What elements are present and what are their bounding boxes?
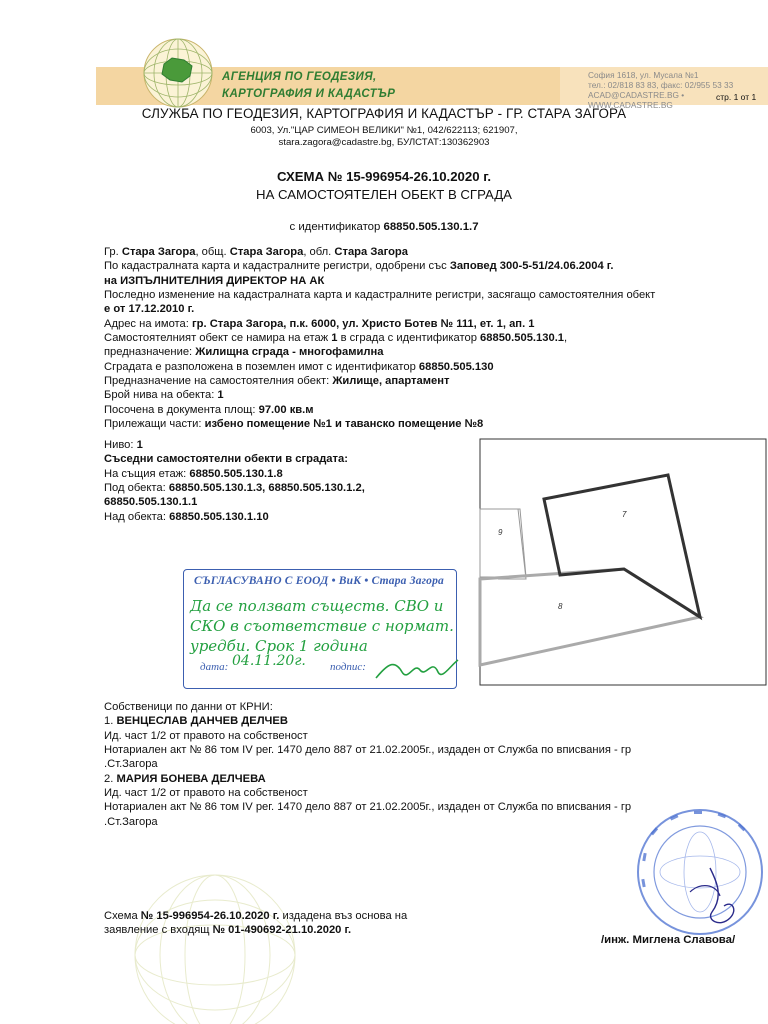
- service-name: СЛУЖБА ПО ГЕОДЕЗИЯ, КАРТОГРАФИЯ И КАДАСТЪР - ГР. СТАРА ЗАГОРА: [141, 106, 627, 121]
- room-9-label: 9: [498, 528, 503, 537]
- handwritten-signature-icon: [372, 648, 462, 688]
- identifier-label: с идентификатор: [289, 221, 381, 233]
- agency-contact: [588, 70, 768, 110]
- neighbors-heading-text: Съседни самостоятелни обекти в сградата:: [104, 453, 348, 466]
- level-label: Ниво:: [104, 439, 134, 451]
- page-number: стр. 1 от 1: [716, 92, 757, 102]
- contact-web: ACAD@CADASTRE.BG • WWW.CADASTRE.BG: [588, 90, 685, 110]
- identifier-value: 68850.505.130.1.7: [383, 221, 479, 233]
- contact-phone: тел.: 02/818 83 83, факс: 02/955 53 33: [588, 80, 734, 90]
- footer-request-number: № 01-490692-21.10.2020 г.: [212, 924, 352, 937]
- approval-line: [104, 259, 764, 273]
- same-floor-line: [104, 467, 484, 481]
- official-seal-icon: [620, 800, 768, 950]
- city-label: Гр.: [104, 246, 119, 258]
- floor-value: 1: [331, 331, 338, 344]
- footer-block: [104, 909, 524, 938]
- address-label: Адрес на имота:: [104, 317, 189, 330]
- neighbors-block: [104, 438, 484, 524]
- neighbors-heading: [104, 452, 484, 466]
- floor-plan: [478, 437, 768, 687]
- municipality-value: Стара Загора: [229, 246, 304, 258]
- owner-1-share: Ид. част 1/2 от правото на собственост: [104, 729, 308, 742]
- last-change-line: Последно изменение на кадастралната карта и кадастралните регистри, засягащо самостоятелния обект: [104, 288, 656, 301]
- address-line: [104, 317, 764, 331]
- location-line: [104, 245, 764, 259]
- owner-2-share: Ид. част 1/2 от правото на собственост: [104, 786, 308, 799]
- director-line: [104, 274, 764, 288]
- object-purpose-value: Жилище, апартамент: [332, 374, 450, 387]
- owner-2-deed-line2: .Ст.Загора: [104, 815, 158, 828]
- owner-2-number: 2.: [104, 772, 114, 785]
- handwritten-note-line3: уредби. Срок 1 година: [190, 637, 368, 655]
- parcel-line: [104, 360, 764, 374]
- owner-2-name: МАРИЯ БОНЕВА ДЕЛЧЕВА: [116, 772, 266, 785]
- below-line: [104, 481, 484, 495]
- levels-label: Брой нива на обекта:: [104, 389, 215, 402]
- engineer-name: /инж. Миглена Славова/: [601, 934, 736, 946]
- room-7-label: 7: [622, 510, 627, 519]
- above-value: 68850.505.130.1.10: [169, 510, 269, 523]
- watermark-globe-icon: [120, 860, 310, 1024]
- owner-2-name-line: [104, 772, 744, 786]
- handwritten-note-line2: СКО в съответствие с нормат.: [190, 617, 454, 635]
- property-info: [104, 245, 764, 431]
- plan-frame: [480, 439, 766, 685]
- agency-logo-icon: [138, 36, 218, 110]
- parcel-id: 68850.505.130: [418, 360, 494, 373]
- document-title: СХЕМА № 15-996954-26.10.2020 г.: [276, 169, 492, 184]
- agency-name: [222, 69, 395, 103]
- below-value-2: 68850.505.130.1.1: [104, 496, 198, 509]
- identifier-line: [0, 220, 768, 235]
- handwritten-note-line1: Да се ползват съществ. СВО и: [190, 597, 444, 615]
- last-change-date-line: [104, 302, 764, 316]
- purpose-label: предназначение:: [104, 346, 193, 359]
- object-purpose-label: Предназначение на самостоятелния обект:: [104, 374, 330, 387]
- footer-request-label: заявление с входящ: [104, 924, 210, 937]
- city-value: Стара Загора: [121, 246, 196, 258]
- footer-line1: [104, 909, 524, 923]
- owner-1-deed-line2: .Ст.Загора: [104, 758, 158, 771]
- document-subtitle: НА САМОСТОЯТЕЛЕН ОБЕКТ В СГРАДА: [256, 187, 512, 202]
- same-floor-label: На същия етаж:: [104, 467, 187, 480]
- owner-1-deed-line1: Нотариален акт № 86 том IV рег. 1470 дело 887 от 21.02.2005г., издаден от Служба по вписвания - гр: [104, 743, 632, 756]
- approval-label: По кадастралната карта и кадастралните регистри, одобрени със: [104, 260, 447, 273]
- levels-value: 1: [217, 389, 224, 402]
- building-id: 68850.505.130.1: [480, 331, 565, 344]
- purpose-line: [104, 345, 764, 359]
- owner-1-name: ВЕНЦЕСЛАВ ДАНЧЕВ ДЕЛЧЕВ: [116, 715, 288, 728]
- floor-line: Самостоятелният обект се намира на етаж 1 в сграда с идентификатор 68850.505.130.1,: [104, 331, 568, 344]
- owner-1-number: 1.: [104, 715, 114, 728]
- adjacent-line: [104, 417, 764, 431]
- contact-address: София 1618, ул. Мусала №1: [588, 70, 699, 80]
- below-value-1: 68850.505.130.1.3, 68850.505.130.1.2,: [168, 481, 365, 494]
- below-label: Под обекта:: [104, 481, 166, 494]
- level-value: 1: [136, 439, 143, 451]
- area-line: [104, 403, 764, 417]
- footer-scheme-label: Схема: [104, 910, 138, 922]
- service-address-line1: 6003, Ул."ЦАР СИМЕОН ВЕЛИКИ" №1, 042/622113; 621907,: [250, 125, 518, 136]
- region-value: Стара Загора: [334, 246, 408, 258]
- municipality-label: , общ.: [195, 246, 227, 258]
- last-change-date: е от 17.12.2010 г.: [104, 303, 195, 316]
- order-value: Заповед 300-5-51/24.06.2004 г.: [449, 260, 614, 273]
- stamp-sign-label: подпис:: [330, 661, 366, 673]
- adjacent-label: Прилежащи части:: [104, 417, 202, 430]
- area-label: Посочена в документа площ:: [104, 403, 256, 416]
- region-label: , обл.: [303, 246, 332, 258]
- room-8-label: 8: [558, 602, 563, 611]
- above-label: Над обекта:: [104, 510, 167, 523]
- below-line-2: [104, 495, 484, 509]
- service-address-line2: stara.zagora@cadastre.bg, БУЛСТАТ:130362903: [278, 137, 490, 148]
- address-value: гр. Стара Загора, п.к. 6000, ул. Христо Ботев № 111, ет. 1, ап. 1: [192, 317, 535, 330]
- levels-line: [104, 388, 764, 402]
- director-value: на ИЗПЪЛНИТЕЛНИЯ ДИРЕКТОР НА АК: [104, 274, 325, 287]
- area-value: 97.00 кв.м: [258, 403, 314, 416]
- same-floor-value: 68850.505.130.1.8: [189, 467, 283, 480]
- owners-heading: Собственици по данни от КРНИ:: [104, 701, 273, 713]
- stamp-date: 04.11.20г.: [232, 653, 306, 669]
- agency-name-line2: КАРТОГРАФИЯ И КАДАСТЪР: [222, 88, 396, 100]
- floor-label: Самостоятелният обект се намира на етаж: [104, 331, 329, 344]
- level-line: [104, 438, 484, 452]
- agency-name-line1: АГЕНЦИЯ ПО ГЕОДЕЗИЯ,: [222, 71, 377, 83]
- parcel-label: Сградата е разположена в поземлен имот с идентификатор: [104, 360, 416, 373]
- footer-line2: [104, 923, 524, 937]
- owner-2-deed-line1: Нотариален акт № 86 том IV рег. 1470 дело 887 от 21.02.2005г., издаден от Служба по вписвания - гр: [104, 801, 632, 814]
- footer-scheme-number: № 15-996954-26.10.2020 г.: [140, 910, 280, 922]
- building-label: в сграда с идентификатор: [340, 331, 477, 344]
- owner-1-name-line: [104, 714, 744, 728]
- object-purpose-line: [104, 374, 764, 388]
- above-line: [104, 510, 484, 524]
- footer-issued-label: издадена въз основа на: [282, 910, 408, 922]
- service-address: [0, 125, 768, 149]
- purpose-value: Жилищна сграда - многофамилна: [195, 346, 384, 359]
- stamp-title: СЪГЛАСУВАНО С ЕООД • ВиК • Стара Загора: [193, 575, 444, 587]
- adjacent-value: избено помещение №1 и таванско помещение №8: [204, 417, 484, 430]
- stamp-date-label: дата:: [200, 661, 229, 673]
